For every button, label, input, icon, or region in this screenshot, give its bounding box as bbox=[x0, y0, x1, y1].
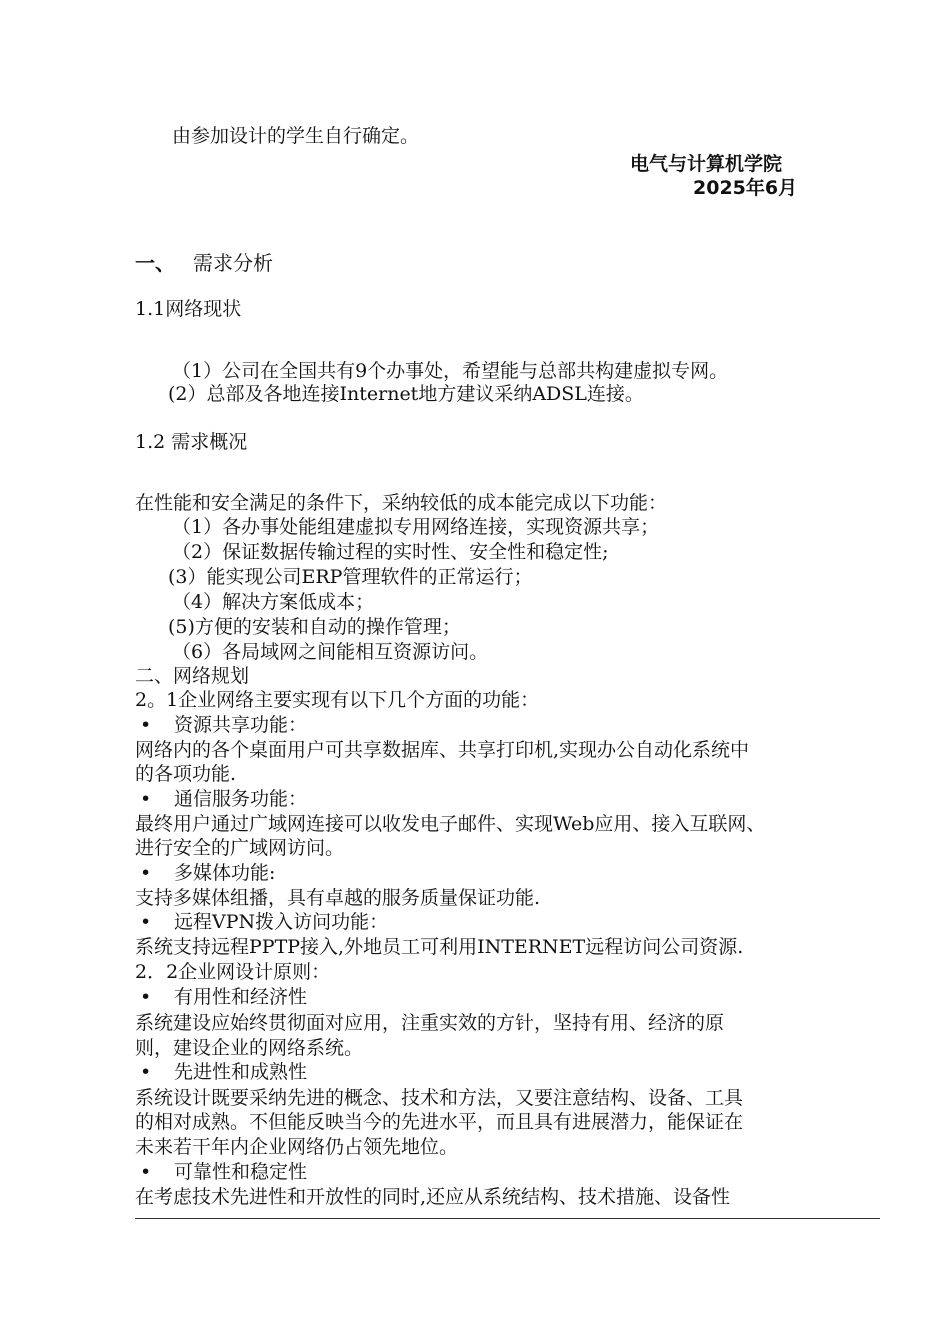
bullet-icon: • bbox=[140, 1161, 152, 1183]
feature-3-text: 支持多媒体组播，具有卓越的服务质量保证功能. bbox=[135, 887, 541, 909]
section1-number: 一、 bbox=[135, 251, 175, 275]
principle-3-text: 在考虑技术先进性和开放性的同时,还应从系统结构、技术措施、设备性 bbox=[135, 1186, 731, 1208]
s12-item-5: (5)方便的安装和自动的操作管理； bbox=[168, 616, 461, 638]
s12-item-1: （1）各办事处能组建虚拟专用网络连接，实现资源共享； bbox=[172, 516, 660, 538]
s12-item-2: （2）保证数据传输过程的实时性、安全性和稳定性; bbox=[172, 541, 609, 563]
section-2-2-title: 2．2企业网设计原则： bbox=[135, 961, 331, 983]
document-date: 2025年6月 bbox=[693, 177, 798, 199]
s12-item-3: (3）能实现公司ERP管理软件的正常运行； bbox=[168, 566, 533, 588]
s12-intro: 在性能和安全满足的条件下，采纳较低的成本能完成以下功能： bbox=[135, 492, 668, 514]
feature-1-text: 网络内的各个桌面用户可共享数据库、共享打印机,实现办公自动化系统中 bbox=[135, 739, 750, 761]
principle-2-text: 系统设计既要采纳先进的概念、技术和方法，又要注意结构、设备、工具 bbox=[135, 1087, 744, 1109]
s12-item-6: （6）各局域网之间能相互资源访问。 bbox=[172, 641, 489, 663]
section1-title: 需求分析 bbox=[193, 251, 273, 275]
section-2-1-title: 2。1企业网络主要实现有以下几个方面的功能： bbox=[135, 689, 540, 711]
bullet-icon: • bbox=[140, 911, 152, 933]
principle-2-text: 未来若干年内企业网络仍占领先地位。 bbox=[135, 1136, 459, 1158]
principle-1-title: • 有用性和经济性 bbox=[140, 986, 308, 1008]
s12-item-4: （4）解决方案低成本； bbox=[172, 591, 375, 613]
page-footer-rule bbox=[135, 1218, 880, 1219]
section-1-2-title: 1.2 需求概况 bbox=[135, 431, 248, 453]
principle-3-title: • 可靠性和稳定性 bbox=[140, 1161, 308, 1183]
bullet-icon: • bbox=[140, 862, 152, 884]
feature-2-title: • 通信服务功能： bbox=[140, 788, 308, 810]
section2-title: 二、网络规划 bbox=[135, 665, 250, 687]
feature-2-text: 进行安全的广域网访问。 bbox=[135, 837, 345, 859]
feature-1-text: 的各项功能. bbox=[135, 763, 237, 785]
section1-heading bbox=[135, 251, 273, 275]
bullet-icon: • bbox=[140, 1061, 152, 1083]
bullet-icon: • bbox=[140, 788, 152, 810]
section-1-1-title: 1.1网络现状 bbox=[135, 298, 242, 320]
principle-1-text: 系统建设应始终贯彻面对应用，注重实效的方针，坚持有用、经济的原 bbox=[135, 1012, 725, 1034]
principle-2-title: • 先进性和成熟性 bbox=[140, 1061, 308, 1083]
intro-line: 由参加设计的学生自行确定。 bbox=[172, 125, 420, 147]
institution-name: 电气与计算机学院 bbox=[630, 153, 783, 175]
feature-4-text: 系统支持远程PPTP接入,外地员工可利用INTERNET远程访问公司资源. bbox=[135, 936, 744, 958]
principle-2-text: 的相对成熟。不但能反映当今的先进水平，而且具有进展潜力，能保证在 bbox=[135, 1111, 744, 1133]
s11-item-2: (2）总部及各地连接Internet地方建议采纳ADSL连接。 bbox=[168, 383, 644, 405]
s11-item-1: （1）公司在全国共有9个办事处，希望能与总部共构建虚拟专网。 bbox=[172, 360, 729, 382]
bullet-icon: • bbox=[140, 986, 152, 1008]
feature-1-title: • 资源共享功能： bbox=[140, 714, 308, 736]
bullet-icon: • bbox=[140, 714, 152, 736]
principle-1-text: 则，建设企业的网络系统。 bbox=[135, 1037, 364, 1059]
feature-2-text: 最终用户通过广域网连接可以收发电子邮件、实现Web应用、接入互联网、 bbox=[135, 813, 766, 835]
feature-3-title: • 多媒体功能: bbox=[140, 862, 276, 884]
feature-4-title: • 远程VPN拨入访问功能： bbox=[140, 911, 389, 933]
